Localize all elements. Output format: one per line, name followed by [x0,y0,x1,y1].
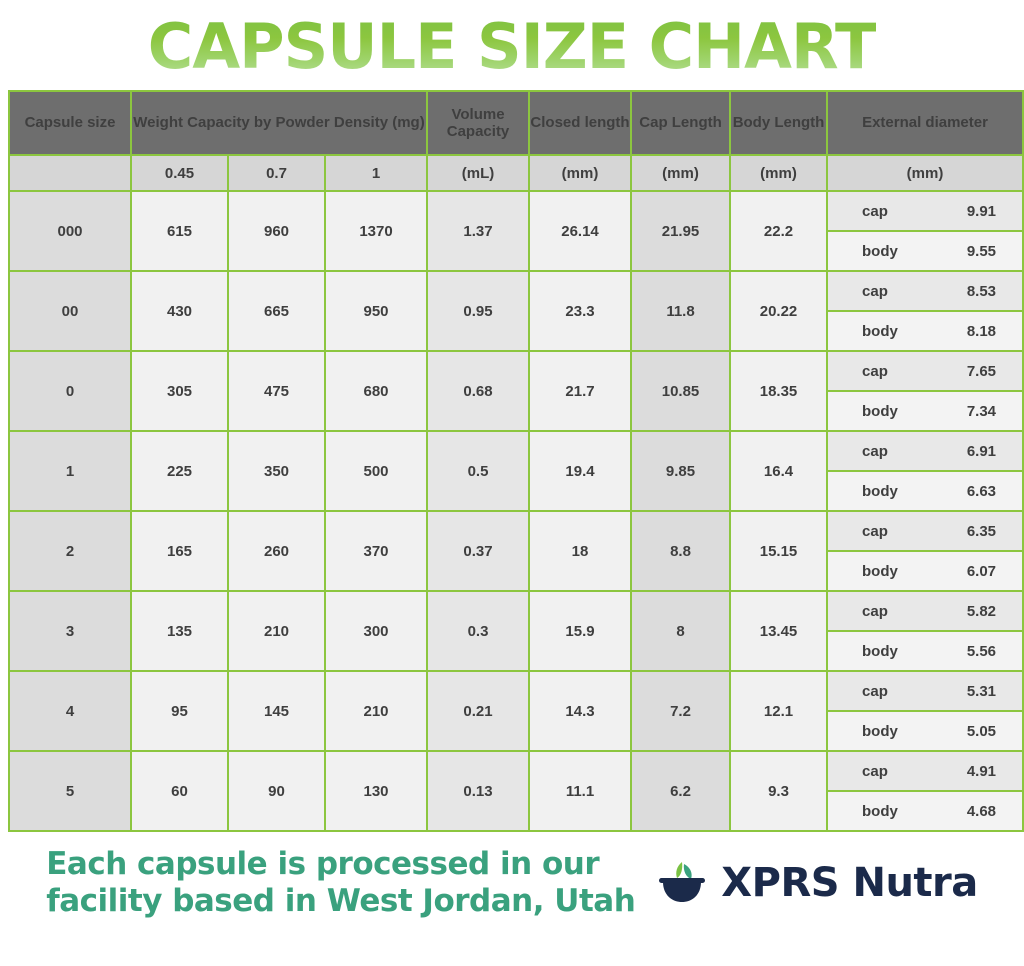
external-diameter-body-value: 8.18 [966,322,997,340]
external-diameter-cap-value: 4.91 [966,762,997,780]
cell-body-length: 13.45 [731,592,826,670]
external-diameter-cap-label: cap [862,202,888,220]
cell-body-length: 20.22 [731,272,826,350]
external-diameter-group [828,352,1022,430]
external-diameter-cap-row [828,592,1022,630]
external-diameter-body-row [828,792,1022,830]
cell-closed-length: 19.4 [530,432,630,510]
cell-capsule-size: 3 [10,592,130,670]
subheader-volume-unit: (mL) [428,156,528,190]
cell-external-diameter [828,592,1022,670]
footer-line-2: facility based in West Jordan, Utah [46,882,636,919]
subheader-closed-length-unit: (mm) [530,156,630,190]
external-diameter-body-value: 5.56 [966,642,997,660]
cell-cap-length: 21.95 [632,192,729,270]
cell-weight-1: 370 [326,512,426,590]
external-diameter-cap-row [828,432,1022,470]
cell-weight-1: 1370 [326,192,426,270]
external-diameter-body-value: 7.34 [966,402,997,420]
external-diameter-body-label: body [862,242,898,260]
external-diameter-body-label: body [862,482,898,500]
cell-weight-1: 130 [326,752,426,830]
cell-capsule-size: 0 [10,352,130,430]
header-weight-capacity: Weight Capacity by Powder Density (mg) [132,92,426,154]
external-diameter-body-row [828,312,1022,350]
cell-body-length: 22.2 [731,192,826,270]
table-row [10,352,1022,430]
external-diameter-cap-row [828,272,1022,310]
table-row [10,192,1022,270]
cell-cap-length: 11.8 [632,272,729,350]
external-diameter-group [828,752,1022,830]
subheader-density-07: 0.7 [229,156,324,190]
external-diameter-cap-value: 5.31 [966,682,997,700]
cell-external-diameter [828,512,1022,590]
cell-closed-length: 15.9 [530,592,630,670]
header-cap-length: Cap Length [632,92,729,154]
external-diameter-cap-value: 5.82 [966,602,997,620]
cell-volume-capacity: 0.13 [428,752,528,830]
table-row [10,592,1022,670]
cell-body-length: 15.15 [731,512,826,590]
cell-external-diameter [828,752,1022,830]
cell-weight-07: 350 [229,432,324,510]
external-diameter-group [828,432,1022,510]
subheader-body-length-unit: (mm) [731,156,826,190]
cell-capsule-size: 4 [10,672,130,750]
cell-weight-07: 475 [229,352,324,430]
external-diameter-cap-value: 6.91 [966,442,997,460]
cell-weight-07: 665 [229,272,324,350]
cell-cap-length: 10.85 [632,352,729,430]
external-diameter-cap-value: 8.53 [966,282,997,300]
external-diameter-body-row [828,552,1022,590]
cell-capsule-size: 000 [10,192,130,270]
external-diameter-cap-label: cap [862,442,888,460]
external-diameter-cap-label: cap [862,602,888,620]
external-diameter-body-label: body [862,642,898,660]
cell-weight-045: 60 [132,752,227,830]
external-diameter-cap-value: 9.91 [966,202,997,220]
table-body [10,192,1022,830]
external-diameter-cap-label: cap [862,762,888,780]
cell-weight-1: 680 [326,352,426,430]
subheader-external-diameter-unit: (mm) [828,156,1022,190]
external-diameter-body-label: body [862,402,898,420]
cell-weight-07: 210 [229,592,324,670]
subheader-density-045: 0.45 [132,156,227,190]
cell-cap-length: 8.8 [632,512,729,590]
header-external-diameter: External diameter [828,92,1022,154]
cell-weight-1: 950 [326,272,426,350]
cell-closed-length: 21.7 [530,352,630,430]
external-diameter-group [828,672,1022,750]
external-diameter-body-row [828,392,1022,430]
external-diameter-body-row [828,712,1022,750]
external-diameter-body-label: body [862,802,898,820]
external-diameter-group [828,192,1022,270]
external-diameter-cap-label: cap [862,682,888,700]
cell-capsule-size: 00 [10,272,130,350]
footer-line-1: Each capsule is processed in our [46,846,600,882]
external-diameter-group [828,512,1022,590]
external-diameter-group [828,592,1022,670]
table-container [0,90,1024,832]
page-title: CAPSULE SIZE CHART [147,10,877,83]
cell-capsule-size: 1 [10,432,130,510]
external-diameter-body-value: 6.63 [966,482,997,500]
cell-capsule-size: 5 [10,752,130,830]
title-area [0,0,1024,90]
cell-weight-045: 305 [132,352,227,430]
header-capsule-size: Capsule size [10,92,130,154]
cell-weight-1: 210 [326,672,426,750]
external-diameter-body-label: body [862,322,898,340]
external-diameter-cap-value: 6.35 [966,522,997,540]
external-diameter-body-value: 4.68 [966,802,997,820]
table-row [10,432,1022,510]
external-diameter-body-label: body [862,722,898,740]
cell-cap-length: 9.85 [632,432,729,510]
cell-weight-045: 430 [132,272,227,350]
subheader-cap-length-unit: (mm) [632,156,729,190]
external-diameter-body-label: body [862,562,898,580]
capsule-size-table [8,90,1024,832]
cell-body-length: 9.3 [731,752,826,830]
header-closed-length: Closed length [530,92,630,154]
brand-lockup [653,854,977,912]
table-row [10,752,1022,830]
cell-closed-length: 26.14 [530,192,630,270]
external-diameter-cap-value: 7.65 [966,362,997,380]
cell-volume-capacity: 0.37 [428,512,528,590]
external-diameter-cap-row [828,352,1022,390]
external-diameter-cap-row [828,672,1022,710]
brand-name: XPRS Nutra [721,859,978,906]
external-diameter-cap-label: cap [862,362,888,380]
cell-weight-045: 615 [132,192,227,270]
cell-volume-capacity: 0.68 [428,352,528,430]
subheader-capsule-size [10,156,130,190]
external-diameter-cap-row [828,752,1022,790]
leaf-mortar-icon [653,854,711,912]
table-row [10,672,1022,750]
external-diameter-body-row [828,232,1022,270]
cell-weight-07: 90 [229,752,324,830]
cell-weight-07: 960 [229,192,324,270]
cell-volume-capacity: 0.3 [428,592,528,670]
external-diameter-body-row [828,632,1022,670]
cell-body-length: 12.1 [731,672,826,750]
cell-closed-length: 18 [530,512,630,590]
cell-external-diameter [828,272,1022,350]
cell-closed-length: 23.3 [530,272,630,350]
cell-external-diameter [828,192,1022,270]
cell-weight-045: 135 [132,592,227,670]
header-body-length: Body Length [731,92,826,154]
external-diameter-body-value: 9.55 [966,242,997,260]
external-diameter-cap-row [828,192,1022,230]
table-header-row [10,92,1022,154]
footer [0,832,1024,925]
cell-capsule-size: 2 [10,512,130,590]
external-diameter-cap-label: cap [862,282,888,300]
cell-weight-1: 300 [326,592,426,670]
cell-closed-length: 14.3 [530,672,630,750]
table-row [10,272,1022,350]
external-diameter-cap-label: cap [862,522,888,540]
cell-external-diameter [828,432,1022,510]
cell-weight-07: 260 [229,512,324,590]
cell-external-diameter [828,672,1022,750]
cell-external-diameter [828,352,1022,430]
cell-cap-length: 7.2 [632,672,729,750]
subheader-density-1: 1 [326,156,426,190]
cell-cap-length: 8 [632,592,729,670]
cell-volume-capacity: 0.95 [428,272,528,350]
cell-weight-1: 500 [326,432,426,510]
external-diameter-cap-row [828,512,1022,550]
cell-volume-capacity: 0.21 [428,672,528,750]
external-diameter-group [828,272,1022,350]
external-diameter-body-value: 5.05 [966,722,997,740]
cell-body-length: 16.4 [731,432,826,510]
cell-volume-capacity: 0.5 [428,432,528,510]
cell-weight-045: 95 [132,672,227,750]
table-row [10,512,1022,590]
table-subheader-row [10,156,1022,190]
cell-closed-length: 11.1 [530,752,630,830]
footer-text [46,846,635,919]
cell-weight-045: 225 [132,432,227,510]
cell-weight-045: 165 [132,512,227,590]
header-volume-capacity: Volume Capacity [428,92,528,154]
external-diameter-body-value: 6.07 [966,562,997,580]
external-diameter-body-row [828,472,1022,510]
cell-weight-07: 145 [229,672,324,750]
cell-volume-capacity: 1.37 [428,192,528,270]
cell-cap-length: 6.2 [632,752,729,830]
cell-body-length: 18.35 [731,352,826,430]
